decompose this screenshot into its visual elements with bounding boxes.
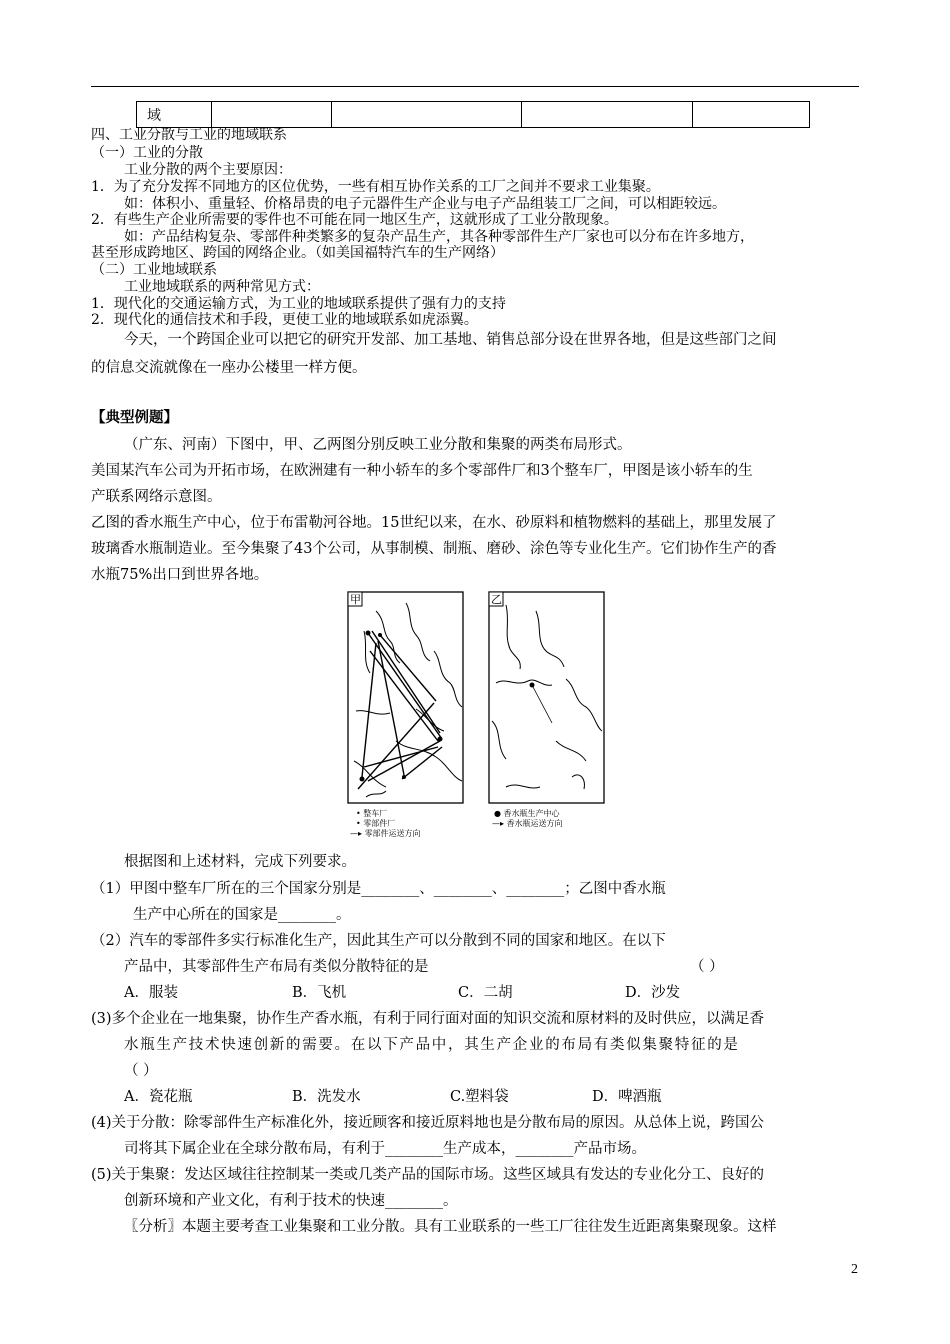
question-3-cont: 水瓶生产技术快速创新的需要。在以下产品中，其生产企业的布局有类似集聚特征的是: [124, 1037, 740, 1053]
paragraph: 2．有些生产企业所需要的零件也不可能在同一地区生产，这就形成了工业分散现象。: [91, 212, 618, 228]
legend-right-1: ● 香水瓶生产中心: [494, 809, 560, 818]
table-cell: [212, 102, 332, 128]
legend-left-1: • 整车厂: [356, 809, 388, 818]
paragraph: 水瓶75%出口到世界各地。: [91, 567, 269, 583]
question-4-cont: 司将其下属企业在全球分散布局，有利于________生产成本，________产品市场。: [124, 1141, 646, 1157]
question-4: (4)关于分散：除零部件生产标准化外，接近顾客和接近原料地也是分散布局的原因。从总体上说，跨国公: [91, 1115, 765, 1131]
answer-bracket: （ ）: [124, 1063, 158, 1079]
map-figure-graphic: [346, 591, 608, 841]
paragraph: 今天，一个跨国企业可以把它的研究开发部、加工基地、销售总部分设在世界各地，但是这些部门之间: [124, 332, 777, 348]
example-heading: 【典型例题】: [91, 409, 178, 426]
table-cell: [693, 102, 810, 128]
page-number: 2: [851, 1262, 858, 1277]
option: B．洗发水: [292, 1089, 361, 1105]
option: D．啤酒瓶: [592, 1089, 662, 1105]
table-cell: [522, 102, 693, 128]
paragraph: 如：产品结构复杂、零部件种类繁多的复杂产品生产，其各种零部件生产厂家也可以分布在许多地方，: [124, 229, 754, 245]
table-cell-region: 域: [137, 102, 212, 128]
paragraph: 玻璃香水瓶制造业。至今集聚了43个公司，从事制模、制瓶、磨砂、涂色等专业化生产。它们协作生产的香: [91, 541, 777, 557]
option: C．二胡: [458, 985, 513, 1001]
right-map-tag: 乙: [491, 593, 502, 606]
paragraph: 1．现代化的交通运输方式，为工业的地域联系提供了强有力的支持: [91, 296, 506, 312]
question-3: (3)多个企业在一地集聚，协作生产香水瓶，有利于同行面对面的知识交流和原材料的及时供应，以满足香: [91, 1011, 765, 1027]
header-rule: [91, 86, 859, 87]
paragraph: 美国某汽车公司为开拓市场，在欧洲建有一种小轿车的多个零部件厂和3个整车厂，甲图是该小轿车的生: [91, 463, 753, 479]
table-cell: [332, 102, 522, 128]
option: B．飞机: [292, 985, 347, 1001]
legend-right-2: —▸ 香水瓶运送方向: [492, 819, 563, 828]
question-2: （2）汽车的零部件多实行标准化生产，因此其生产可以分散到不同的国家和地区。在以下: [91, 933, 666, 949]
section-title: 四、工业分散与工业的地域联系: [91, 127, 287, 143]
question-1: （1）甲图中整车厂所在的三个国家分别是________、________、________；乙图中香水瓶: [91, 881, 666, 897]
paragraph: 的信息交流就像在一座办公楼里一样方便。: [91, 360, 367, 376]
option: A．瓷花瓶: [124, 1089, 193, 1105]
question-5-cont: 创新环境和产业文化，有利于技术的快速________。: [124, 1193, 458, 1209]
question-5: (5)关于集聚：发达区域往往控制某一类或几类产品的国际市场。这些区域具有发达的专业化分工、良好的: [91, 1167, 765, 1183]
paragraph: 甚至形成跨地区、跨国的网络企业。（如美国福特汽车的生产网络）: [91, 245, 504, 261]
subsection-title: （二）工业地域联系: [91, 262, 217, 278]
analysis: 〖分析〗本题主要考查工业集聚和工业分散。具有工业联系的一些工厂往往发生近距离集聚现象。这样: [124, 1219, 777, 1235]
paragraph: 乙图的香水瓶生产中心，位于布雷勒河谷地。15世纪以来，在水、砂原料和植物燃料的基础上，那里发展了: [91, 515, 777, 531]
paragraph: 产联系网络示意图。: [91, 489, 222, 505]
paragraph: 1．为了充分发挥不同地方的区位优势，一些有相互协作关系的工厂之间并不要求工业集聚。: [91, 179, 660, 195]
paragraph: 2．现代化的通信技术和手段，更使工业的地域联系如虎添翼。: [91, 312, 478, 328]
question-1-cont: 生产中心所在的国家是________。: [133, 907, 351, 923]
perfume-center-marker: [530, 683, 535, 688]
paragraph: 如：体积小、重量轻、价格昂贵的电子元器件生产企业与电子产品组装工厂之间，可以相距较远。: [124, 196, 726, 212]
paragraph: （广东、河南）下图中，甲、乙两图分别反映工业分散和集聚的两类布局形式。: [124, 437, 632, 453]
question-intro: 根据图和上述材料，完成下列要求。: [124, 854, 356, 870]
left-map-tag: 甲: [350, 593, 361, 606]
option: D．沙发: [625, 985, 681, 1001]
right-map-frame: [489, 592, 604, 803]
legend-left-3: —▸ 零部件运送方向: [350, 829, 421, 838]
top-table-fragment: [136, 101, 810, 128]
paragraph: 工业地域联系的两种常见方式：: [124, 279, 320, 295]
subsection-title: （一）工业的分散: [91, 145, 203, 161]
map-figure: [346, 591, 608, 841]
option: A．服装: [124, 985, 178, 1001]
answer-bracket: （ ）: [690, 959, 724, 975]
paragraph: 工业分散的两个主要原因：: [124, 162, 292, 178]
legend-left-2: • 零部件厂: [356, 819, 396, 828]
question-2-cont: 产品中，其零部件生产布局有类似分散特征的是: [124, 959, 429, 975]
option: C.塑料袋: [450, 1089, 509, 1105]
